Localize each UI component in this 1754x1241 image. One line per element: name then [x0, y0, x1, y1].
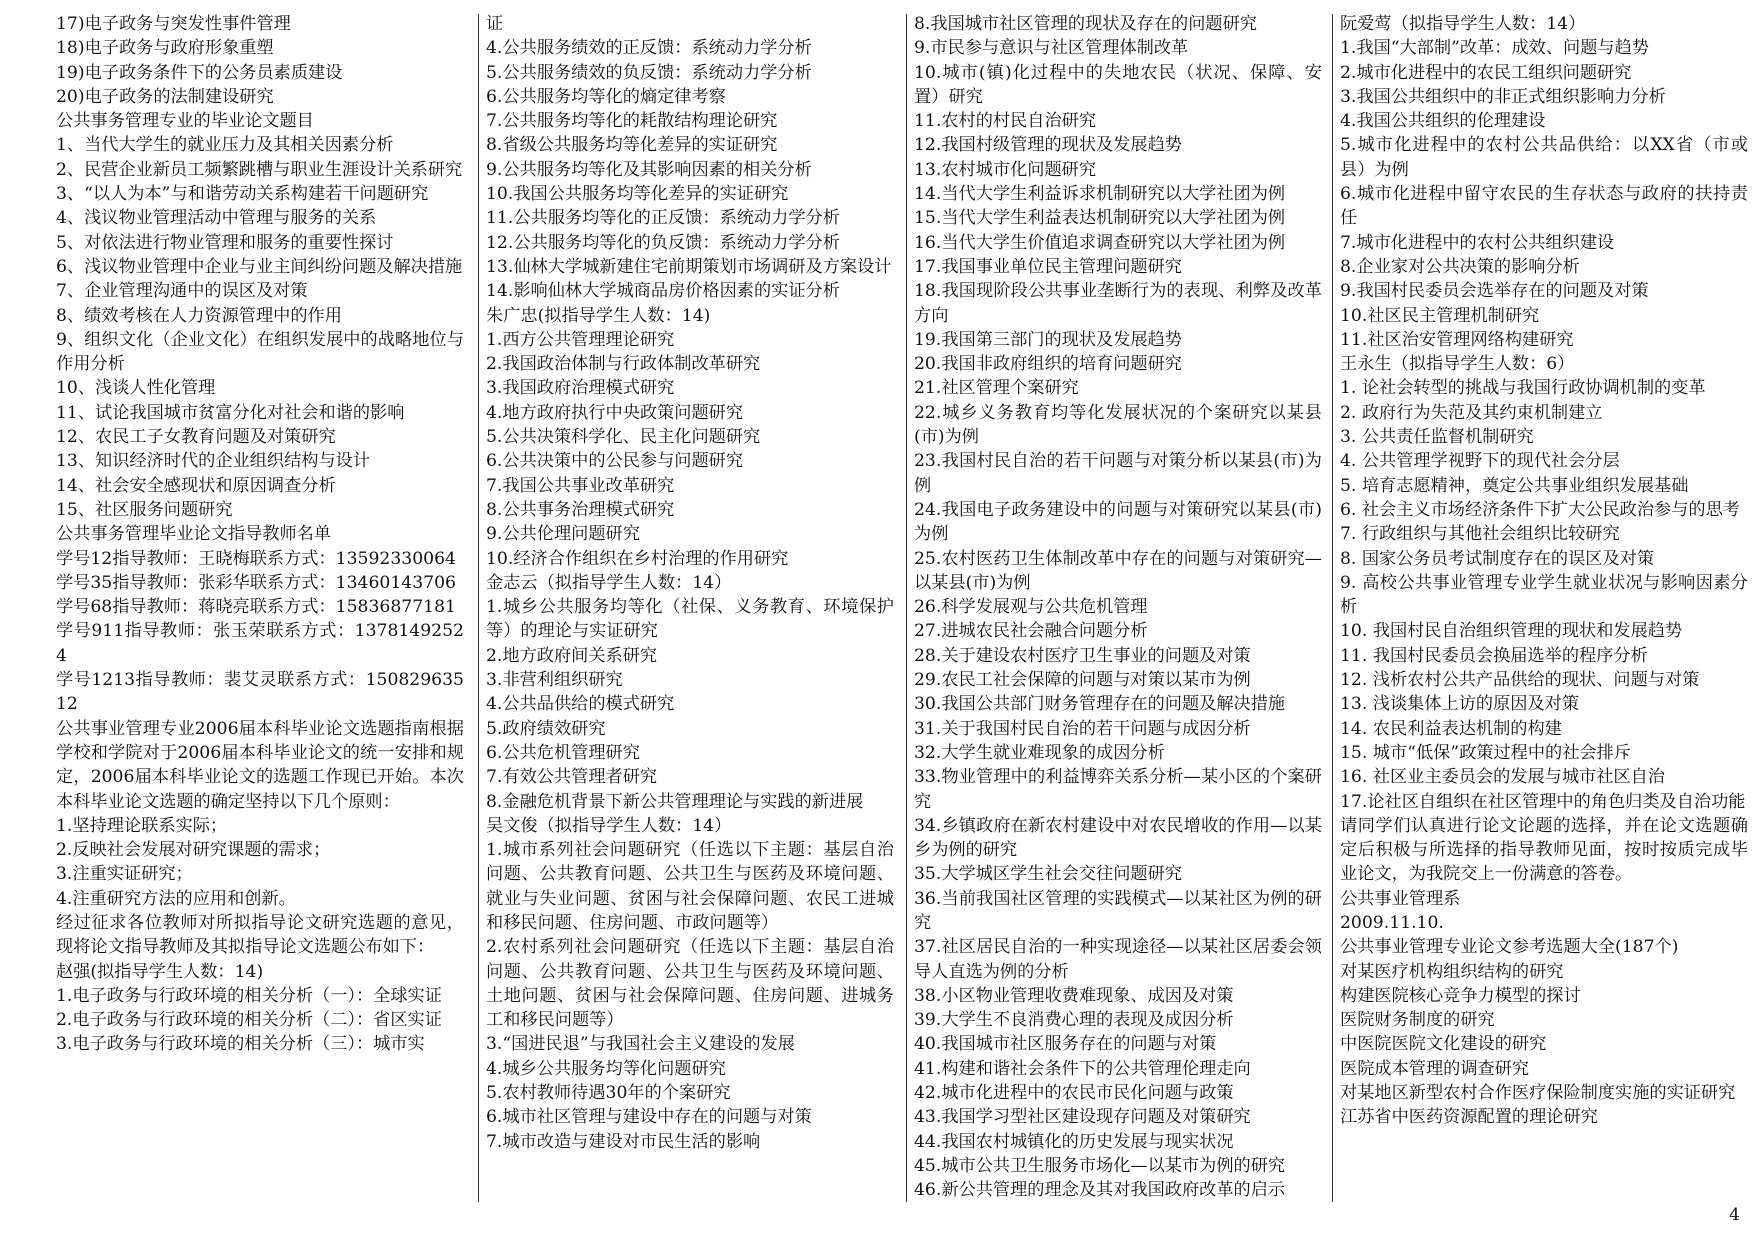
text-line: 3.我国政府治理模式研究 — [486, 378, 675, 399]
text-line: 6.公共危机管理研究 — [486, 742, 640, 763]
column-2 — [486, 12, 894, 1202]
text-line: 14. 农民利益表达机制的构建 — [1340, 718, 1562, 739]
text-line: 4.公共服务绩效的正反馈：系统动力学分析 — [486, 38, 812, 59]
text-line: 1.我国“大部制”改革：成效、问题与趋势 — [1340, 38, 1649, 59]
text-line: 38.小区物业管理收费难现象、成因及对策 — [914, 985, 1234, 1006]
text-line: 37.社区居民自治的一种实现途径—以某社区居委会领导人直选为例的分析 — [914, 937, 1322, 982]
text-line: 4.注重研究方法的应用和创新。 — [56, 888, 296, 909]
text-line: 学号1213指导教师：裴艾灵联系方式：15082963512 — [56, 670, 464, 715]
text-line: 8. 国家公务员考试制度存在的误区及对策 — [1340, 548, 1655, 569]
text-line: 2.城市化进程中的农民工组织问题研究 — [1340, 62, 1632, 83]
text-line: 17.我国事业单位民主管理问题研究 — [914, 256, 1182, 277]
column-3 — [914, 12, 1322, 1202]
text-line: 1.西方公共管理理论研究 — [486, 329, 675, 350]
text-line: 41.构建和谐社会条件下的公共管理伦理走向 — [914, 1058, 1251, 1079]
text-line: 9. 高校公共事业管理专业学生就业状况与影响因素分析 — [1340, 572, 1748, 618]
text-line: 2. 政府行为失范及其约束机制建立 — [1340, 402, 1603, 423]
text-line: 1、当代大学生的就业压力及其相关因素分析 — [56, 135, 394, 156]
column-1 — [56, 12, 464, 1202]
text-line: 1. 论社会转型的挑战与我国行政协调机制的变革 — [1340, 378, 1706, 399]
text-line: 5.公共服务绩效的负反馈：系统动力学分析 — [486, 62, 812, 83]
text-line: 19.我国第三部门的现状及发展趋势 — [914, 329, 1182, 350]
text-line: 6.公共决策中的公民参与问题研究 — [486, 451, 744, 472]
text-line: 10.社区民主管理机制研究 — [1340, 305, 1540, 326]
text-line: 10.城市(镇)化过程中的失地农民（状况、保障、安置）研究 — [914, 62, 1322, 107]
page-number: 4 — [1729, 1205, 1740, 1225]
text-line: 9.公共伦理问题研究 — [486, 524, 640, 545]
text-line: 4.我国公共组织的伦理建设 — [1340, 111, 1546, 132]
text-line: 15、社区服务问题研究 — [56, 499, 233, 520]
text-line: 4、浅议物业管理活动中管理与服务的关系 — [56, 208, 377, 229]
text-line: 9、组织文化（企业文化）在组织发展中的战略地位与作用分析 — [56, 329, 464, 375]
text-line: 3.注重实证研究； — [56, 864, 193, 885]
text-line: 9.市民参与意识与社区管理体制改革 — [914, 38, 1189, 59]
text-line: 31.关于我国村民自治的若干问题与成因分析 — [914, 718, 1251, 739]
text-line: 4.城乡公共服务均等化问题研究 — [486, 1058, 726, 1079]
text-line: 2.我国政治体制与行政体制改革研究 — [486, 354, 761, 375]
text-line: 18.我国现阶段公共事业垄断行为的表现、利弊及改革方向 — [914, 281, 1322, 326]
text-line: 2.反映社会发展对研究课题的需求； — [56, 840, 331, 861]
text-line: 2009.11.10. — [1340, 912, 1444, 933]
text-line: 金志云（拟指导学生人数：14） — [486, 572, 732, 593]
text-line: 7.有效公共管理者研究 — [486, 767, 658, 788]
text-line: 3. 公共责任监督机制研究 — [1340, 427, 1534, 448]
text-line: 34.乡镇政府在新农村建设中对农民增收的作用—以某乡为例的研究 — [914, 815, 1322, 861]
text-line: 7、企业管理沟通中的误区及对策 — [56, 281, 308, 302]
text-line: 30.我国公共部门财务管理存在的问题及解决措施 — [914, 694, 1286, 715]
text-line: 13.仙林大学城新建住宅前期策划市场调研及方案设计 — [486, 256, 892, 277]
text-line: 2.农村系列社会问题研究（任选以下主题：基层自治问题、公共教育问题、公共卫生与医药及环境问题、土地问题、贫困与社会保障问题、住房问题、进城务工和移民问题等） — [486, 937, 894, 1031]
text-line: 6. 社会主义市场经济条件下扩大公民政治参与的思考 — [1340, 499, 1740, 520]
text-line: 公共事务管理毕业论文指导教师名单 — [56, 524, 332, 545]
text-line: 14、社会安全感现状和原因调查分析 — [56, 475, 336, 496]
text-line: 5.政府绩效研究 — [486, 718, 606, 739]
text-line: 10、浅谈人性化管理 — [56, 378, 216, 399]
text-line: 12.公共服务均等化的负反馈：系统动力学分析 — [486, 232, 840, 253]
text-line: 王永生（拟指导学生人数：6） — [1340, 354, 1575, 375]
text-line: 公共事业管理专业论文参考选题大全(187个) — [1340, 937, 1679, 958]
text-line: 17)电子政务与突发性事件管理 — [56, 14, 291, 34]
text-line: 35.大学城区学生社会交往问题研究 — [914, 864, 1182, 885]
text-line: 请同学们认真进行论文论题的选择，并在论文选题确定后积极与所选择的指导教师见面，按时按质完成毕业论文，为我院交上一份满意的答卷。 — [1340, 815, 1748, 885]
text-line: 1.坚持理论联系实际； — [56, 815, 228, 836]
text-line: 40.我国城市社区服务存在的问题与对策 — [914, 1034, 1217, 1055]
text-line: 8.我国城市社区管理的现状及存在的问题研究 — [914, 14, 1257, 34]
text-line: 45.城市公共卫生服务市场化—以某市为例的研究 — [914, 1155, 1286, 1176]
text-line: 44.我国农村城镇化的历史发展与现实状况 — [914, 1131, 1234, 1152]
text-line: 对某医疗机构组织结构的研究 — [1340, 961, 1564, 982]
text-line: 14.影响仙林大学城商品房价格因素的实证分析 — [486, 281, 840, 302]
text-line: 证 — [486, 14, 504, 34]
text-line: 14.当代大学生利益诉求机制研究以大学社团为例 — [914, 184, 1286, 205]
text-line: 5. 培育志愿精神，奠定公共事业组织发展基础 — [1340, 475, 1689, 496]
text-line: 9.公共服务均等化及其影响因素的相关分析 — [486, 159, 812, 180]
text-line: 吴文俊（拟指导学生人数：14） — [486, 815, 732, 836]
text-line: 36.当前我国社区管理的实践模式—以某社区为例的研究 — [914, 888, 1322, 933]
text-line: 11. 我国村民委员会换届选举的程序分析 — [1340, 645, 1648, 666]
text-line: 5.公共决策科学化、民主化问题研究 — [486, 427, 761, 448]
text-line: 医院财务制度的研究 — [1340, 1010, 1495, 1031]
text-line: 18)电子政务与政府形象重塑 — [56, 38, 274, 59]
text-line: 10.我国公共服务均等化差异的实证研究 — [486, 184, 789, 205]
text-line: 13.农村城市化问题研究 — [914, 159, 1097, 180]
text-line: 12.我国村级管理的现状及发展趋势 — [914, 135, 1182, 156]
text-line: 20.我国非政府组织的培育问题研究 — [914, 354, 1182, 375]
text-line: 19)电子政务条件下的公务员素质建设 — [56, 62, 343, 83]
text-line: 46.新公共管理的理念及其对我国政府改革的启示 — [914, 1180, 1286, 1201]
text-line: 24.我国电子政务建设中的问题与对策研究以某县(市)为例 — [914, 499, 1322, 545]
text-line: 6.城市化进程中留守农民的生存状态与政府的扶持责任 — [1340, 184, 1748, 229]
text-line: 42.城市化进程中的农民市民化问题与政策 — [914, 1083, 1234, 1104]
text-line: 3.我国公共组织中的非正式组织影响力分析 — [1340, 86, 1666, 107]
text-line: 8.金融危机背景下新公共管理理论与实践的新进展 — [486, 791, 864, 812]
text-line: 4.地方政府执行中央政策问题研究 — [486, 402, 744, 423]
column-divider — [478, 14, 479, 1202]
text-line: 赵强(拟指导学生人数：14) — [56, 961, 264, 982]
text-line: 江苏省中医药资源配置的理论研究 — [1340, 1107, 1598, 1128]
text-line: 7.公共服务均等化的耗散结构理论研究 — [486, 111, 778, 132]
text-line: 33.物业管理中的利益博弈关系分析—某小区的个案研究 — [914, 767, 1322, 812]
text-line: 3.电子政务与行政环境的相关分析（三）：城市实 — [56, 1034, 425, 1055]
text-line: 5.农村教师待遇30年的个案研究 — [486, 1083, 731, 1104]
text-line: 7.我国公共事业改革研究 — [486, 475, 675, 496]
text-line: 15.当代大学生利益表达机制研究以大学社团为例 — [914, 208, 1286, 229]
text-line: 医院成本管理的调查研究 — [1340, 1058, 1530, 1079]
text-line: 1.城乡公共服务均等化（社保、义务教育、环境保护等）的理论与实证研究 — [486, 597, 894, 642]
column-divider — [1332, 14, 1333, 1202]
document-page — [56, 8, 1746, 1208]
text-line: 对某地区新型农村合作医疗保险制度实施的实证研究 — [1340, 1083, 1736, 1104]
text-line: 23.我国村民自治的若干问题与对策分析以某县(市)为例 — [914, 451, 1322, 496]
text-line: 公共事业管理系 — [1340, 888, 1461, 909]
text-line: 构建医院核心竞争力模型的探讨 — [1340, 985, 1581, 1006]
text-line: 学号911指导教师：张玉荣联系方式：13781492524 — [56, 621, 464, 666]
text-line: 朱广忠(拟指导学生人数：14) — [486, 305, 711, 326]
text-line: 16. 社区业主委员会的发展与城市社区自治 — [1340, 767, 1665, 788]
text-line: 39.大学生不良消费心理的表现及成因分析 — [914, 1010, 1234, 1031]
text-line: 7. 行政组织与其他社会组织比较研究 — [1340, 524, 1620, 545]
text-line: 25.农村医药卫生体制改革中存在的问题与对策研究—以某县(市)为例 — [914, 548, 1322, 593]
text-line: 3、“以人为本”与和谐劳动关系构建若干问题研究 — [56, 184, 429, 205]
text-line: 4.公共品供给的模式研究 — [486, 694, 675, 715]
text-line: 1.城市系列社会问题研究（任选以下主题：基层自治问题、公共教育问题、公共卫生与医药及环境问题、就业与失业问题、贫困与社会保障问题、农民工进城和移民问题、住房问题、市政问题等） — [486, 840, 894, 933]
text-line: 阮爱莺（拟指导学生人数：14） — [1340, 14, 1586, 34]
column-4 — [1340, 12, 1748, 1202]
text-line: 11.社区治安管理网络构建研究 — [1340, 329, 1574, 350]
text-line: 12. 浅析农村公共产品供给的现状、问题与对策 — [1340, 670, 1700, 691]
text-line: 3.非营利组织研究 — [486, 670, 623, 691]
text-line: 10. 我国村民自治组织管理的现状和发展趋势 — [1340, 621, 1683, 642]
text-line: 11.农村的村民自治研究 — [914, 111, 1097, 132]
text-line: 学号12指导教师：王晓梅联系方式：13592330064 — [56, 548, 456, 569]
text-line: 21.社区管理个案研究 — [914, 378, 1079, 399]
text-line: 20)电子政务的法制建设研究 — [56, 86, 274, 107]
text-line: 11.公共服务均等化的正反馈：系统动力学分析 — [486, 208, 840, 229]
text-line: 17.论社区自组织在社区管理中的角色归类及自治功能 — [1340, 791, 1746, 812]
text-line: 16.当代大学生价值追求调查研究以大学社团为例 — [914, 232, 1286, 253]
text-line: 2.地方政府间关系研究 — [486, 645, 658, 666]
text-line: 5、对依法进行物业管理和服务的重要性探讨 — [56, 232, 394, 253]
text-line: 27.进城农民社会融合问题分析 — [914, 621, 1148, 642]
text-line: 公共事务管理专业的毕业论文题目 — [56, 111, 314, 132]
text-line: 15. 城市“低保”政策过程中的社会排斥 — [1340, 742, 1631, 763]
text-line: 3.“国进民退”与我国社会主义建设的发展 — [486, 1034, 795, 1055]
text-line: 4. 公共管理学视野下的现代社会分层 — [1340, 451, 1620, 472]
text-line: 中医院医院文化建设的研究 — [1340, 1034, 1547, 1055]
text-line: 6.城市社区管理与建设中存在的问题与对策 — [486, 1107, 812, 1128]
text-line: 26.科学发展观与公共危机管理 — [914, 597, 1148, 618]
text-line: 13、知识经济时代的企业组织结构与设计 — [56, 451, 371, 472]
text-line: 6.公共服务均等化的熵定律考察 — [486, 86, 726, 107]
text-line: 13. 浅谈集体上访的原因及对策 — [1340, 694, 1580, 715]
text-line: 5.城市化进程中的农村公共品供给：以XX省（市或县）为例 — [1340, 135, 1748, 180]
text-line: 43.我国学习型社区建设现存问题及对策研究 — [914, 1107, 1251, 1128]
column-divider — [906, 14, 907, 1202]
text-line: 8.企业家对公共决策的影响分析 — [1340, 256, 1580, 277]
text-line: 经过征求各位教师对所拟指导论文研究选题的意见，现将论文指导教师及其拟指导论文选题公布如下： — [56, 912, 464, 958]
text-line: 7.城市改造与建设对市民生活的影响 — [486, 1131, 761, 1152]
text-line: 8.公共事务治理模式研究 — [486, 499, 675, 520]
text-line: 学号68指导教师：蒋晓亮联系方式：15836877181 — [56, 597, 456, 618]
text-line: 10.经济合作组织在乡村治理的作用研究 — [486, 548, 789, 569]
text-line: 公共事业管理专业2006届本科毕业论文选题指南根据学校和学院对于2006届本科毕业论文的统一安排和规定，2006届本科毕业论文的选题工作现已开始。本次本科毕业论文选题的确定坚持以下几个原则： — [56, 718, 464, 812]
text-line: 29.农民工社会保障的问题与对策以某市为例 — [914, 670, 1251, 691]
text-line: 32.大学生就业难现象的成因分析 — [914, 742, 1165, 763]
text-line: 9.我国村民委员会选举存在的问题及对策 — [1340, 281, 1649, 302]
text-line: 7.城市化进程中的农村公共组织建设 — [1340, 232, 1615, 253]
text-line: 6、浅议物业管理中企业与业主间纠纷问题及解决措施 — [56, 256, 463, 277]
text-line: 8.省级公共服务均等化差异的实证研究 — [486, 135, 778, 156]
text-line: 学号35指导教师：张彩华联系方式：13460143706 — [56, 572, 456, 593]
text-line: 2、民营企业新员工频繁跳槽与职业生涯设计关系研究 — [56, 159, 463, 180]
text-line: 11、试论我国城市贫富分化对社会和谐的影响 — [56, 402, 405, 423]
text-line: 12、农民工子女教育问题及对策研究 — [56, 427, 336, 448]
text-line: 2.电子政务与行政环境的相关分析（二）：省区实证 — [56, 1010, 442, 1031]
text-line: 22.城乡义务教育均等化发展状况的个案研究以某县(市)为例 — [914, 402, 1322, 448]
text-line: 1.电子政务与行政环境的相关分析（一）：全球实证 — [56, 985, 442, 1006]
text-line: 28.关于建设农村医疗卫生事业的问题及对策 — [914, 645, 1251, 666]
text-line: 8、绩效考核在人力资源管理中的作用 — [56, 305, 342, 326]
